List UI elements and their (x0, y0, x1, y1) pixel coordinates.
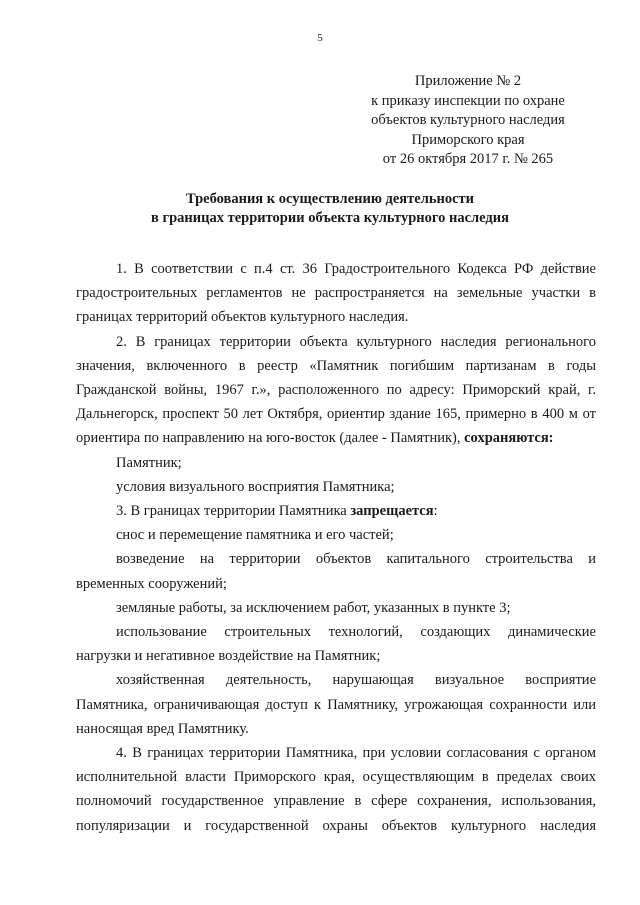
paragraph-5-bold: запрещается (350, 503, 434, 520)
paragraph-5-text: 3. В границах территории Памятника (116, 503, 351, 520)
appendix-line-1: Приложение № 2 (414, 73, 522, 89)
document-body (76, 257, 596, 838)
paragraph-4: условия визуального восприятия Памятника; (116, 478, 395, 495)
document-title (40, 190, 620, 228)
paragraph-3: Памятник; (116, 454, 182, 471)
appendix-line-3: объектов культурного наследия (371, 112, 565, 128)
title-line-2: в границах территории объекта культурного наследия (151, 210, 509, 226)
paragraph-10: хозяйственная деятельность, нарушающая визуальное восприятие Памятника, ограничивающая доступ к Памятнику, угрожающая сохранности или наносящая вред Памятнику. (76, 672, 596, 737)
paragraph-5 (76, 499, 596, 523)
title-line-1: Требования к осуществлению деятельности (185, 191, 475, 207)
paragraph-7: возведение на территории объектов капитального строительства и временных сооружений; (76, 551, 596, 592)
paragraph-8: земляные работы, за исключением работ, указанных в пункте 3; (116, 599, 511, 616)
paragraph-9: использование строительных технологий, создающих динамические нагрузки и негативное воздействие на Памятник; (76, 624, 596, 665)
page-number: 5 (317, 32, 323, 44)
appendix-line-2: к приказу инспекции по охране (371, 92, 565, 109)
paragraph-2-text: 2. В границах территории объекта культурного наследия регионального значения, включенного в реестр «Памятник погибшим партизанам в годы Гражданской войны, 1967 г.», расположенного по адресу: Приморский край, г. Дальнегорск, проспект 50 лет Октября, ориентир здание 165, примерно в 400 м от ориентира по направлению на юго-восток (далее - Памятник), (76, 333, 596, 447)
appendix-header (348, 72, 588, 170)
appendix-line-5: от 26 октября 2017 г. № 265 (382, 151, 554, 167)
appendix-line-4: Приморского края (411, 131, 525, 148)
paragraph-2-bold: сохраняются: (464, 430, 554, 447)
paragraph-5-end: : (433, 503, 438, 520)
paragraph-11: 4. В границах территории Памятника, при условии согласования с органом исполнительной власти Приморского края, осуществляющим в пределах своих полномочий государственное управление в сфере сохранения, использования, популяризации и государственной охраны объектов культурного наследия (76, 745, 596, 834)
paragraph-6: снос и перемещение памятника и его частей; (116, 527, 394, 544)
paragraph-2 (76, 330, 596, 451)
paragraph-1: 1. В соответствии с п.4 ст. 36 Градостроительного Кодекса РФ действие градостроительных регламентов не распространяется на земельные участки в границах территорий объектов культурного наследия. (76, 261, 596, 326)
